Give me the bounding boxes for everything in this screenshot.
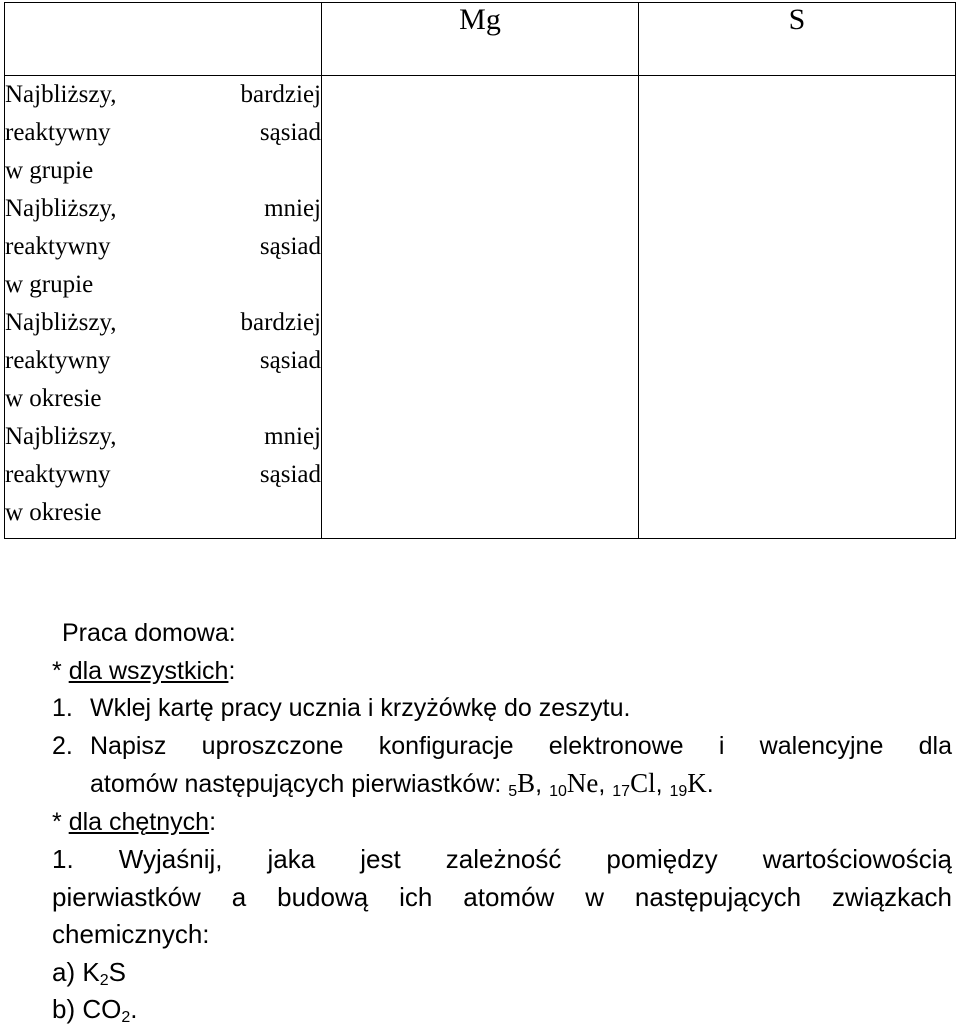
formula-subscript: 2 [121,1009,131,1026]
section-all-heading [52,653,952,691]
s-answer-cell[interactable] [639,76,956,539]
element-symbol: B [517,768,536,798]
row-labels-cell [5,76,322,539]
homework-section [52,615,952,1029]
separator: , [535,770,550,798]
row-label-line: sąsiad [259,347,321,374]
compound-a [52,954,952,992]
row-label [5,304,321,418]
table-body-row [5,76,956,539]
row-label [5,190,321,304]
row-label-line: mniej [264,195,321,222]
atomic-number: 17 [612,783,631,800]
volunteer-task-line: chemicznych: [52,919,210,949]
row-label-line: w grupie [5,271,94,298]
item-text: Napisz uproszczone konfiguracje elektronowe i walencyjne dla [90,731,952,760]
formula-part: S [108,956,126,987]
comparison-table [4,2,956,539]
item-number: 1. [52,694,73,722]
table-header-row [5,3,956,76]
row-label-line: bardziej [240,81,321,108]
row-label-line: bardziej [240,309,321,336]
separator: , [655,770,670,798]
element-symbol: K [687,768,707,798]
header-empty-cell [5,3,322,76]
row-label-line: w grupie [5,157,94,184]
row-label-line: mniej [264,423,321,450]
separator: . [706,770,714,798]
colon: : [209,807,217,836]
row-label-line: Najbliższy, [5,195,117,222]
row-label-line: Najbliższy, [5,423,117,450]
atomic-number: 10 [549,783,567,800]
list-item-continuation [52,765,952,804]
volunteer-task-line: pierwiastków a budową ich atomów w następujących związkach [52,881,952,912]
mg-answer-cell[interactable] [322,76,639,539]
element-symbol: Ne [566,768,599,798]
row-label [5,76,321,190]
row-label [5,418,321,532]
row-label-line: reaktywny [5,347,111,374]
separator: , [598,770,613,798]
formula-part: K [82,956,100,987]
section-all-label: dla wszystkich [68,656,229,685]
colon: : [228,656,236,685]
header-s: S [639,3,956,76]
compound-b [52,991,952,1029]
row-label-line: Najbliższy, [5,309,117,336]
row-label-line: reaktywny [5,461,111,488]
compound-label: a) [52,956,83,987]
list-item [52,690,952,728]
star-marker: * [52,656,69,685]
formula-end: . [130,994,138,1024]
section-volunteers-heading [52,804,952,842]
item-text: Wklej kartę pracy ucznia i krzyżówkę do zeszytu. [90,694,631,722]
item-number: 2. [52,731,73,760]
section-volunteers-label: dla chętnych [68,807,210,836]
row-label-line: reaktywny [5,119,111,146]
atomic-number: 19 [669,783,688,800]
homework-title: Praca domowa: [62,619,236,647]
item-text: atomów następujących pierwiastków: [90,770,509,798]
list-item [52,728,952,766]
header-mg: Mg [322,3,639,76]
row-label-line: sąsiad [259,233,321,260]
element-symbol: Cl [630,768,656,798]
compound-label: b) [52,994,83,1024]
row-label-line: Najbliższy, [5,81,117,108]
atomic-number: 5 [508,783,518,800]
formula-subscript: 2 [99,971,109,989]
row-label-line: w okresie [5,499,102,526]
row-label-line: reaktywny [5,233,111,260]
star-marker: * [52,807,69,836]
volunteer-task-line: 1. Wyjaśnij, jaka jest zależność pomiędzy wartościowością [52,844,952,874]
row-label-line: sąsiad [259,119,321,146]
formula-part: CO [82,994,122,1024]
row-label-line: sąsiad [259,461,321,488]
row-label-line: w okresie [5,385,102,412]
